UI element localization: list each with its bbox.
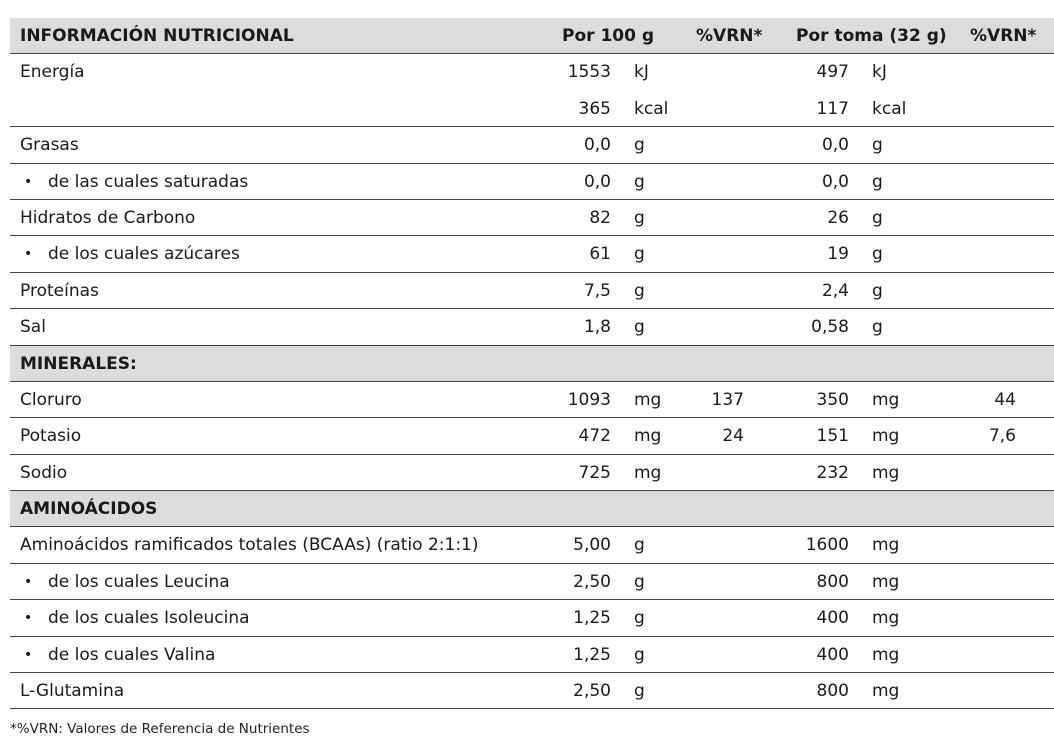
unit-per-serving: g [872, 280, 883, 301]
value-per-100g: 1093 [567, 389, 611, 410]
unit-per-100g: g [634, 535, 645, 556]
unit-per-100g: kJ [634, 62, 649, 83]
value-per-serving: 232 [816, 462, 849, 483]
value-per-100g: 2,50 [573, 681, 611, 702]
value-per-100g: 365 [578, 98, 611, 119]
nutrition-table [10, 18, 1054, 709]
value-per-serving: 800 [816, 681, 849, 702]
nutrient-label: Aminoácidos ramificados totales (BCAAs) (ratio 2:1:1) [20, 535, 479, 556]
value-per-100g: 82 [589, 207, 611, 228]
unit-per-100g: mg [634, 389, 662, 410]
table-row [10, 54, 1054, 90]
value-per-100g: 1,25 [573, 608, 611, 629]
table-row [10, 164, 1054, 200]
table-row [10, 236, 1054, 272]
footnote: *%VRN: Valores de Referencia de Nutrientes [10, 721, 310, 737]
nutrient-label: Energía [20, 62, 85, 83]
value-per-100g: 1,25 [573, 644, 611, 665]
table-row [10, 200, 1054, 236]
unit-per-serving: mg [872, 681, 900, 702]
nutrient-label: L-Glutamina [20, 681, 125, 702]
table-row [10, 637, 1054, 673]
section-header-aminoacids [10, 491, 1054, 527]
unit-per-serving: mg [872, 426, 900, 447]
value-per-100g: 61 [589, 244, 611, 265]
unit-per-100g: g [634, 171, 645, 192]
unit-per-serving: mg [872, 462, 900, 483]
table-header-row [10, 18, 1054, 54]
value-per-serving: 19 [827, 244, 849, 265]
unit-per-100g: g [634, 317, 645, 338]
unit-per-serving: g [872, 207, 883, 228]
unit-per-serving: kJ [872, 62, 887, 83]
unit-per-100g: g [634, 608, 645, 629]
value-per-serving: 117 [816, 98, 849, 119]
nutrient-label: Sal [20, 317, 46, 338]
unit-per-serving: g [872, 135, 883, 156]
nutrient-label: de los cuales Valina [48, 644, 216, 665]
value-per-serving: 0,0 [821, 171, 849, 192]
unit-per-100g: g [634, 244, 645, 265]
value-per-100g: 0,0 [583, 135, 611, 156]
unit-per-100g: g [634, 571, 645, 592]
value-per-serving: 26 [827, 207, 849, 228]
nutrient-label: de los cuales Leucina [48, 571, 230, 592]
value-per-100g: 2,50 [573, 571, 611, 592]
table-row [10, 673, 1054, 709]
unit-per-100g: g [634, 681, 645, 702]
value-per-serving: 151 [816, 426, 849, 447]
unit-per-serving: g [872, 317, 883, 338]
unit-per-100g: mg [634, 462, 662, 483]
section-title: MINERALES: [20, 353, 137, 374]
value-per-serving: 350 [816, 389, 849, 410]
nutrients-group [10, 54, 1054, 345]
column-header-vrn-serving: %VRN* [970, 26, 1037, 46]
unit-per-100g: kcal [634, 98, 669, 119]
table-row [10, 600, 1054, 636]
unit-per-100g: g [634, 644, 645, 665]
value-per-serving: 0,0 [821, 135, 849, 156]
value-per-100g: 7,5 [583, 280, 611, 301]
nutrient-label: de los cuales Isoleucina [48, 608, 250, 629]
table-row [10, 527, 1054, 563]
column-header-per-100g: Por 100 g [562, 26, 655, 46]
value-per-serving: 0,58 [811, 317, 849, 338]
unit-per-serving: kcal [872, 98, 907, 119]
unit-per-serving: mg [872, 535, 900, 556]
value-per-serving: 400 [816, 644, 849, 665]
nutrient-label: Sodio [20, 462, 68, 483]
nutrient-label: Hidratos de Carbono [20, 207, 196, 228]
table-title: INFORMACIÓN NUTRICIONAL [20, 26, 294, 46]
value-per-100g: 5,00 [573, 535, 611, 556]
value-per-100g: 1,8 [583, 317, 611, 338]
nutrient-label: de los cuales azúcares [48, 244, 240, 265]
table-row [10, 418, 1054, 454]
table-row [10, 273, 1054, 309]
unit-per-100g: g [634, 135, 645, 156]
bullet-icon: • [24, 646, 33, 663]
value-per-100g: 1553 [567, 62, 611, 83]
aminoacids-group [10, 527, 1054, 709]
unit-per-serving: mg [872, 608, 900, 629]
unit-per-100g: g [634, 207, 645, 228]
bullet-icon: • [24, 246, 33, 263]
vrn-per-100g: 137 [711, 389, 744, 410]
value-per-serving: 497 [816, 62, 849, 83]
nutrient-label: Cloruro [20, 389, 82, 410]
unit-per-100g: g [634, 280, 645, 301]
value-per-100g: 0,0 [583, 171, 611, 192]
unit-per-serving: mg [872, 571, 900, 592]
table-row [10, 91, 1054, 127]
value-per-serving: 800 [816, 571, 849, 592]
column-header-vrn-100g: %VRN* [696, 26, 763, 46]
vrn-per-serving: 7,6 [988, 426, 1016, 447]
section-header-minerals [10, 346, 1054, 382]
section-title: AMINOÁCIDOS [20, 499, 158, 520]
unit-per-100g: mg [634, 426, 662, 447]
unit-per-serving: g [872, 171, 883, 192]
nutrient-label: de las cuales saturadas [48, 171, 249, 192]
table-row [10, 382, 1054, 418]
nutrient-label: Grasas [20, 135, 79, 156]
bullet-icon: • [24, 573, 33, 590]
value-per-100g: 725 [578, 462, 611, 483]
bullet-icon: • [24, 610, 33, 627]
table-row [10, 455, 1054, 491]
unit-per-serving: mg [872, 644, 900, 665]
vrn-per-serving: 44 [994, 389, 1016, 410]
column-header-per-serving: Por toma (32 g) [796, 26, 947, 46]
unit-per-serving: mg [872, 389, 900, 410]
table-row [10, 309, 1054, 345]
value-per-serving: 2,4 [821, 280, 849, 301]
table-row [10, 564, 1054, 600]
table-row [10, 127, 1054, 163]
nutrient-label: Potasio [20, 426, 82, 447]
value-per-serving: 1600 [805, 535, 849, 556]
nutrient-label: Proteínas [20, 280, 99, 301]
value-per-100g: 472 [578, 426, 611, 447]
bullet-icon: • [24, 173, 33, 190]
value-per-serving: 400 [816, 608, 849, 629]
unit-per-serving: g [872, 244, 883, 265]
vrn-per-100g: 24 [722, 426, 744, 447]
minerals-group [10, 382, 1054, 491]
